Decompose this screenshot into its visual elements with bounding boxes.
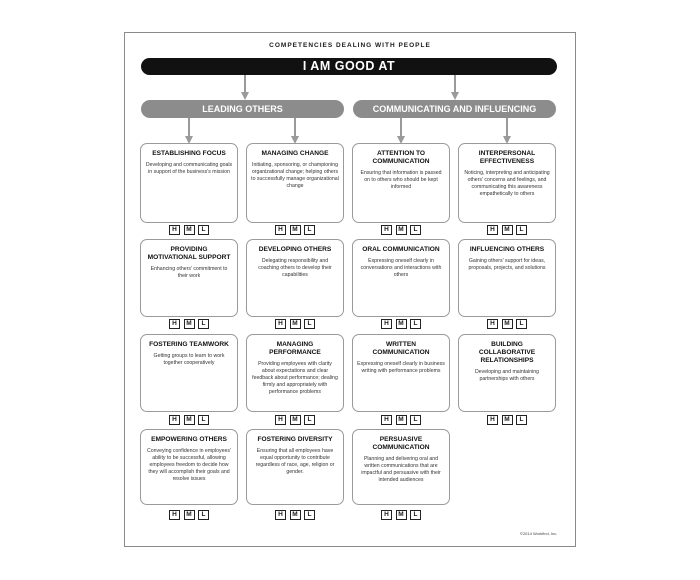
card-description: Expressing oneself clearly in conversations and interactions with others bbox=[360, 258, 442, 278]
rating-l-box[interactable]: L bbox=[304, 225, 315, 235]
rating-m-box[interactable]: M bbox=[396, 319, 407, 329]
rating-m-box[interactable]: M bbox=[396, 415, 407, 425]
rating-l-box[interactable]: L bbox=[304, 510, 315, 520]
rating-h-box[interactable]: H bbox=[381, 319, 392, 329]
rating-m-box[interactable]: M bbox=[396, 510, 407, 520]
card-providing-motivational-support bbox=[140, 239, 238, 317]
rating-m-box[interactable]: M bbox=[396, 225, 407, 235]
rating-m-box[interactable]: M bbox=[502, 319, 513, 329]
card-description: Expressing oneself clearly in business writing with performance problems bbox=[357, 361, 445, 374]
rating-h-box[interactable]: H bbox=[275, 225, 286, 235]
rating-m-box[interactable]: M bbox=[290, 510, 301, 520]
rating-m-box[interactable]: M bbox=[184, 510, 195, 520]
rating-boxes-developing-others bbox=[275, 319, 315, 329]
card-title: MANAGING PERFORMANCE bbox=[269, 341, 321, 356]
rating-boxes-attention-to-communication bbox=[381, 225, 421, 235]
rating-l-box[interactable]: L bbox=[516, 319, 527, 329]
rating-l-box[interactable]: L bbox=[304, 319, 315, 329]
card-title: FOSTERING TEAMWORK bbox=[149, 341, 229, 348]
card-title: ATTENTION TO COMMUNICATION bbox=[372, 150, 430, 165]
card-title: PERSUASIVE COMMUNICATION bbox=[372, 436, 430, 451]
rating-h-box[interactable]: H bbox=[275, 415, 286, 425]
copyright-notice: ©2014 Workfind, Inc. bbox=[520, 531, 558, 536]
card-description: Conveying confidence in employees' ability to be successful, allowing employees freedom to decide how they will accomplish their goals and resolve issues bbox=[146, 448, 232, 482]
rating-h-box[interactable]: H bbox=[487, 415, 498, 425]
rating-h-box[interactable]: H bbox=[169, 415, 180, 425]
card-empowering-others bbox=[140, 429, 238, 505]
card-title: INFLUENCING OTHERS bbox=[469, 246, 545, 253]
card-title: PROVIDING MOTIVATIONAL SUPPORT bbox=[147, 246, 231, 261]
rating-h-box[interactable]: H bbox=[275, 510, 286, 520]
rating-h-box[interactable]: H bbox=[169, 225, 180, 235]
card-description: Developing and communicating goals in support of the business's mission bbox=[145, 162, 233, 175]
rating-boxes-fostering-diversity bbox=[275, 510, 315, 520]
card-title: INTERPERSONAL EFFECTIVENESS bbox=[478, 150, 536, 165]
card-influencing-others bbox=[458, 239, 556, 317]
card-title: EMPOWERING OTHERS bbox=[151, 436, 227, 443]
rating-boxes-providing-motivational-support bbox=[169, 319, 209, 329]
rating-l-box[interactable]: L bbox=[516, 225, 527, 235]
card-building-collaborative-relationships bbox=[458, 334, 556, 412]
card-persuasive-communication bbox=[352, 429, 450, 505]
card-description: Ensuring that information is passed on to others who should be kept informed bbox=[360, 170, 442, 190]
rating-boxes-managing-performance bbox=[275, 415, 315, 425]
rating-l-box[interactable]: L bbox=[410, 319, 421, 329]
rating-m-box[interactable]: M bbox=[184, 319, 195, 329]
rating-l-box[interactable]: L bbox=[198, 319, 209, 329]
card-title: BUILDING COLLABORATIVE RELATIONSHIPS bbox=[478, 341, 536, 364]
card-description: Planning and delivering oral and written communications that are impactful and persuasive with their intended audiences bbox=[361, 456, 441, 483]
rating-m-box[interactable]: M bbox=[290, 319, 301, 329]
rating-boxes-managing-change bbox=[275, 225, 315, 235]
rating-l-box[interactable]: L bbox=[410, 510, 421, 520]
rating-boxes-oral-communication bbox=[381, 319, 421, 329]
card-description: Delegating responsibility and coaching others to develop their capabilities bbox=[258, 258, 332, 278]
rating-l-box[interactable]: L bbox=[410, 225, 421, 235]
card-title: MANAGING CHANGE bbox=[261, 150, 329, 157]
rating-boxes-establishing-focus bbox=[169, 225, 209, 235]
rating-m-box[interactable]: M bbox=[184, 415, 195, 425]
rating-h-box[interactable]: H bbox=[381, 225, 392, 235]
rating-l-box[interactable]: L bbox=[198, 510, 209, 520]
rating-m-box[interactable]: M bbox=[184, 225, 195, 235]
rating-boxes-empowering-others bbox=[169, 510, 209, 520]
card-written-communication bbox=[352, 334, 450, 412]
card-interpersonal-effectiveness bbox=[458, 143, 556, 223]
rating-boxes-influencing-others bbox=[487, 319, 527, 329]
card-description: Enhancing others' commitment to their work bbox=[150, 266, 228, 279]
card-title: WRITTEN COMMUNICATION bbox=[372, 341, 430, 356]
rating-l-box[interactable]: L bbox=[304, 415, 315, 425]
rating-boxes-written-communication bbox=[381, 415, 421, 425]
rating-h-box[interactable]: H bbox=[169, 510, 180, 520]
rating-m-box[interactable]: M bbox=[290, 225, 301, 235]
rating-boxes-interpersonal-effectiveness bbox=[487, 225, 527, 235]
rating-h-box[interactable]: H bbox=[487, 319, 498, 329]
card-description: Developing and maintaining partnerships with others bbox=[474, 369, 540, 382]
rating-m-box[interactable]: M bbox=[502, 225, 513, 235]
rating-h-box[interactable]: H bbox=[381, 415, 392, 425]
rating-h-box[interactable]: H bbox=[169, 319, 180, 329]
rating-m-box[interactable]: M bbox=[502, 415, 513, 425]
card-description: Noticing, interpreting and anticipating others' concerns and feelings, and communicating this awareness empathetically to others bbox=[464, 170, 550, 197]
card-description: Getting groups to learn to work together cooperatively bbox=[153, 353, 225, 366]
card-title: ORAL COMMUNICATION bbox=[362, 246, 440, 253]
card-description: Ensuring that all employees have equal opportunity to contribute regardless of race, age, religion or gender. bbox=[255, 448, 335, 475]
card-description: Providing employees with clarity about expectations and clear feedback about performance; dealing firmly and appropriately with performance problems bbox=[252, 361, 338, 395]
card-oral-communication bbox=[352, 239, 450, 317]
rating-m-box[interactable]: M bbox=[290, 415, 301, 425]
page-kicker: COMPETENCIES DEALING WITH PEOPLE bbox=[269, 42, 431, 49]
card-title: ESTABLISHING FOCUS bbox=[152, 150, 226, 157]
rating-h-box[interactable]: H bbox=[487, 225, 498, 235]
rating-boxes-persuasive-communication bbox=[381, 510, 421, 520]
card-fostering-diversity bbox=[246, 429, 344, 505]
card-title: FOSTERING DIVERSITY bbox=[257, 436, 333, 443]
card-description: Gaining others' support for ideas, proposals, projects, and solutions bbox=[468, 258, 546, 271]
rating-boxes-fostering-teamwork bbox=[169, 415, 209, 425]
main-banner: I AM GOOD AT bbox=[141, 58, 557, 75]
card-establishing-focus bbox=[140, 143, 238, 223]
card-managing-change bbox=[246, 143, 344, 223]
rating-l-box[interactable]: L bbox=[410, 415, 421, 425]
rating-l-box[interactable]: L bbox=[516, 415, 527, 425]
rating-boxes-building-collaborative-relationships bbox=[487, 415, 527, 425]
card-fostering-teamwork bbox=[140, 334, 238, 412]
card-attention-to-communication bbox=[352, 143, 450, 223]
card-description: Initiating, sponsoring, or championing organizational change; helping others to successfully manage organizational change bbox=[251, 162, 339, 189]
group-communicating-influencing: COMMUNICATING AND INFLUENCING bbox=[353, 100, 556, 118]
rating-h-box[interactable]: H bbox=[381, 510, 392, 520]
card-title: DEVELOPING OTHERS bbox=[258, 246, 332, 253]
rating-l-box[interactable]: L bbox=[198, 225, 209, 235]
card-managing-performance bbox=[246, 334, 344, 412]
rating-h-box[interactable]: H bbox=[275, 319, 286, 329]
group-leading-others: LEADING OTHERS bbox=[141, 100, 344, 118]
card-developing-others bbox=[246, 239, 344, 317]
rating-l-box[interactable]: L bbox=[198, 415, 209, 425]
